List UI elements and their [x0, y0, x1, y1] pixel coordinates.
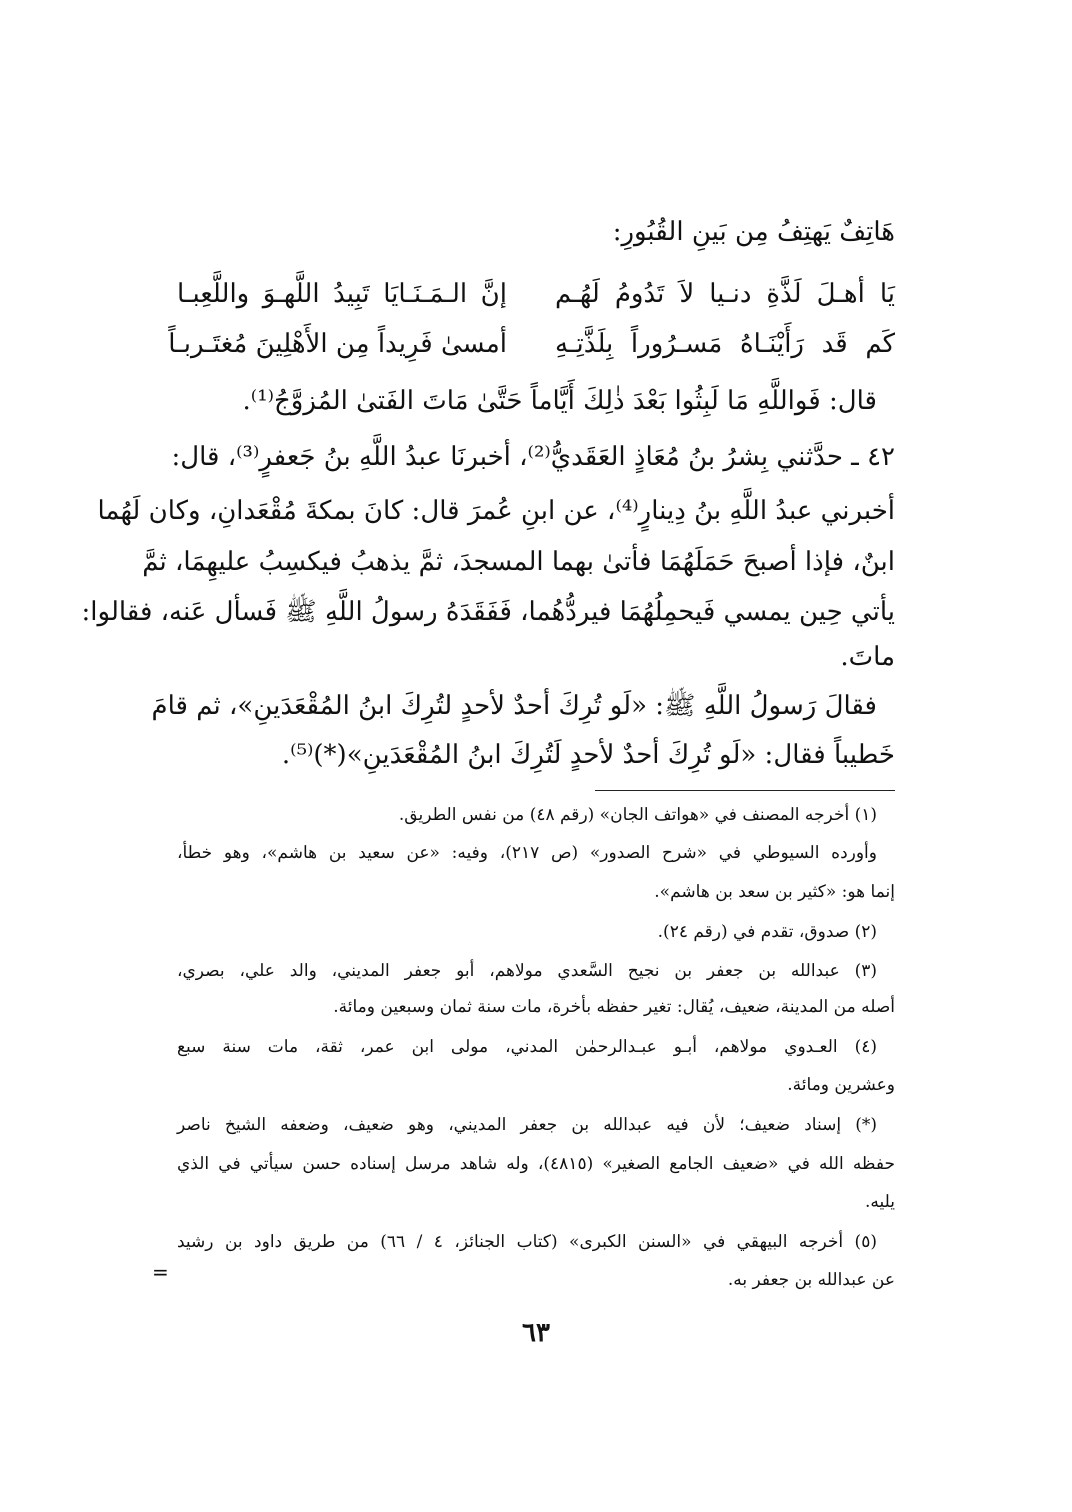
footnote-5-line-1: (٥) أخرجه البيهقي في «السنن الكبرى» (كتاب الجنائز، ٤ / ٦٦) من طريق داود بن رشيد — [177, 1232, 877, 1252]
footnote-2-line-1: (٢) صدوق، تقدم في (رقم ٢٤). — [657, 922, 877, 942]
footnote-star-line-3: يليه. — [864, 1192, 895, 1212]
hadith-line-1: ٤٢ ـ حدَّثني بِشرُ بنُ مُعَاذٍ العَقَديُّ⁽²⁾، أخبرنَا عبدُ اللَّهِ بنُ جَعفرٍ⁽³⁾، قال: — [171, 442, 895, 472]
margin-continuation-mark: = — [152, 1260, 169, 1284]
footnote-separator — [595, 790, 895, 791]
page-number: ٦٣ — [522, 1318, 550, 1348]
poem-verse-1-first-hemistich: يَا أهـلَ لَذَّةِ دنـيا لاَ تَدُومُ لَهُـم — [555, 279, 895, 309]
footnote-5-line-2: عن عبدالله بن جعفر به. — [727, 1270, 895, 1290]
final-line-1: فقالَ رَسولُ اللَّهِ ﷺ: «لَو تُرِكَ أحدٌ لأحدٍ لتُرِكَ ابنُ المُقْعَدَينِ»، ثم قامَ — [151, 691, 877, 721]
footnote-4-line-1: (٤) العـدوي مولاهم، أبـو عبـدالرحمٰن المدني، مولى ابن عمر، ثقة، مات سنة سبع — [177, 1037, 877, 1057]
footnote-1b-line-1: وأورده السيوطي في «شرح الصدور» (ص ٢١٧)، وفيه: «عن سعيد بن هاشم»، وهو خطأ، — [177, 843, 877, 863]
poem-verse-1-second-hemistich: إنَّ الـمَـنَـايَا تَبِيدُ اللَّهـوَ واللَّعِبـا — [177, 279, 507, 309]
footnote-3-line-1: (٣) عبدالله بن جعفر بن نجيح السَّعدي مولاهم، أبو جعفر المديني، والد علي، بصري، — [177, 961, 877, 981]
hadith-line-2: أخبرني عبدُ اللَّهِ بنُ دِينارٍ⁽⁴⁾، عن ابنِ عُمرَ قال: كانَ بمكةَ مُقْعَدانِ، وكان لَهُما — [97, 496, 895, 526]
footnote-star-line-1: (*) إسناد ضعيف؛ لأن فيه عبدالله بن جعفر المديني، وهو ضعيف، وضعفه الشيخ ناصر — [177, 1115, 877, 1135]
footnote-4-line-2: وعشرين ومائة. — [787, 1075, 895, 1095]
poem-verse-2-second-hemistich: أمسىٰ فَرِيداً مِن الأَهْلِينَ مُغتَـربـاً — [168, 329, 507, 359]
hadith-line-3: ابنٌ، فإذا أصبحَ حَمَلَهُمَا فأتىٰ بهما المسجدَ، ثمَّ يذهبُ فيكسِبُ عليهِمَا، ثمَّ — [142, 547, 895, 577]
poem-verse-2-first-hemistich: كَم قَد رَأَيْنَـاهُ مَسـرُوراً بِلَذَّتِـهِ — [555, 329, 895, 359]
footnote-star-line-2: حفظه الله في «ضعيف الجامع الصغير» (٤٨١٥)، وله شاهد مرسل إسناده حسن سيأتي في الذي — [177, 1154, 895, 1174]
footnote-1b-line-2: إنما هو: «كثير بن سعد بن هاشم». — [654, 882, 895, 902]
intro-line: هَاتِفٌ يَهتِفُ مِن بَينِ القُبُورِ: — [612, 217, 895, 247]
footnote-3-line-2: أصله من المدينة، ضعيف، يُقال: تغير حفظه بأخرة، مات سنة ثمان وسبعين ومائة. — [333, 997, 895, 1017]
hadith-line-4: يأتي حِين يمسي فَيحمِلُهُمَا فيردُّهُما، فَفَقَدَهُ رسولُ اللَّهِ ﷺ فَسأل عَنه، فقالوا: — [81, 597, 895, 627]
qal-line: قال: فَواللَّهِ مَا لَبِثُوا بَعْدَ ذٰلِكَ أَيَّاماً حَتَّىٰ مَاتَ الفَتىٰ المُزوَّجُ⁽¹⁾. — [242, 386, 877, 416]
final-line-2: خَطيباً فقال: «لَو تُرِكَ أحدٌ لأحدٍ لَتُرِكَ ابنُ المُقْعَدَينِ»(*)⁽⁵⁾. — [281, 740, 895, 770]
hadith-line-5: ماتَ. — [840, 642, 895, 672]
footnote-1-line-1: (١) أخرجه المصنف في «هواتف الجان» (رقم ٤٨) من نفس الطريق. — [398, 805, 877, 825]
